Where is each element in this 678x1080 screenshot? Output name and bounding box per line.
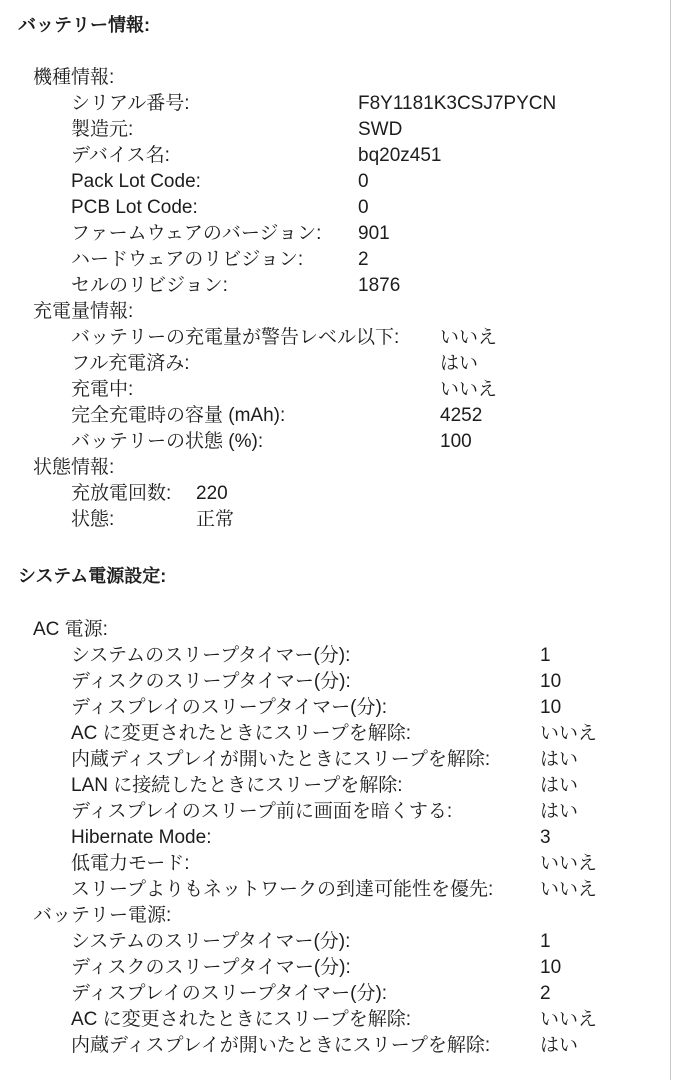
row-value: はい [540,1035,579,1056]
row-value: 10 [540,697,562,718]
row-label: LAN に接続したときにスリープを解除: [71,775,403,796]
row-value: bq20z451 [358,145,442,166]
row-label: 完全充電時の容量 (mAh): [71,405,286,426]
row-value: 1 [540,645,551,666]
group-heading: 機種情報: [33,67,115,88]
row-value: 4252 [440,405,483,426]
row-value: 901 [358,223,390,244]
row-value: いいえ [540,853,598,874]
row-label: ディスクのスリープタイマー(分): [71,671,351,692]
row-value: はい [540,749,579,770]
row-value: いいえ [540,879,598,900]
row-label: ディスプレイのスリープ前に画面を暗くする: [71,801,453,822]
row-label: AC に変更されたときにスリープを解除: [71,1009,412,1030]
row-label: ディスプレイのスリープタイマー(分): [71,983,388,1004]
row-value: 正常 [196,509,235,530]
row-value: いいえ [440,379,498,400]
row-value: F8Y1181K3CSJ7PYCN [358,93,557,114]
row-label: PCB Lot Code: [71,197,198,218]
group-heading: 状態情報: [33,457,115,478]
row-value: 2 [540,983,551,1004]
row-value: いいえ [440,327,498,348]
row-label: 低電力モード: [71,853,190,874]
row-label: システムのスリープタイマー(分): [71,645,351,666]
pane-divider[interactable] [670,0,671,1080]
row-value: 100 [440,431,472,452]
group-heading: 充電量情報: [33,301,134,322]
row-label: デバイス名: [71,145,170,166]
row-label: ハードウェアのリビジョン: [71,249,304,270]
row-value: 10 [540,671,562,692]
row-label: Hibernate Mode: [71,827,212,848]
row-label: 充電中: [71,379,134,400]
section-title: バッテリー情報: [18,15,150,35]
row-value: SWD [358,119,403,140]
section-title: システム電源設定: [18,566,167,586]
row-value: 0 [358,197,369,218]
row-label: フル充電済み: [71,353,190,374]
row-label: 製造元: [71,119,134,140]
row-label: 充放電回数: [71,483,172,504]
row-value: いいえ [540,1009,598,1030]
row-label: 状態: [71,509,115,530]
row-value: はい [540,775,579,796]
row-label: バッテリーの状態 (%): [71,431,264,452]
row-value: 0 [358,171,369,192]
row-label: スリープよりもネットワークの到達可能性を優先: [71,879,494,900]
row-label: シリアル番号: [71,93,190,114]
row-label: 内蔵ディスプレイが開いたときにスリープを解除: [71,749,491,770]
row-value: 10 [540,957,562,978]
row-label: ディスプレイのスリープタイマー(分): [71,697,388,718]
row-value: はい [540,801,579,822]
row-value: はい [440,353,479,374]
row-label: セルのリビジョン: [71,275,228,296]
row-value: 3 [540,827,551,848]
row-label: ディスクのスリープタイマー(分): [71,957,351,978]
row-label: バッテリーの充電量が警告レベル以下: [71,327,400,348]
group-heading: バッテリー電源: [33,905,172,926]
row-value: いいえ [540,723,598,744]
row-value: 1 [540,931,551,952]
row-label: 内蔵ディスプレイが開いたときにスリープを解除: [71,1035,491,1056]
row-value: 2 [358,249,369,270]
row-label: Pack Lot Code: [71,171,201,192]
row-label: AC に変更されたときにスリープを解除: [71,723,412,744]
row-value: 1876 [358,275,401,296]
row-value: 220 [196,483,228,504]
group-heading: AC 電源: [33,619,108,640]
row-label: ファームウェアのバージョン: [71,223,322,244]
row-label: システムのスリープタイマー(分): [71,931,351,952]
